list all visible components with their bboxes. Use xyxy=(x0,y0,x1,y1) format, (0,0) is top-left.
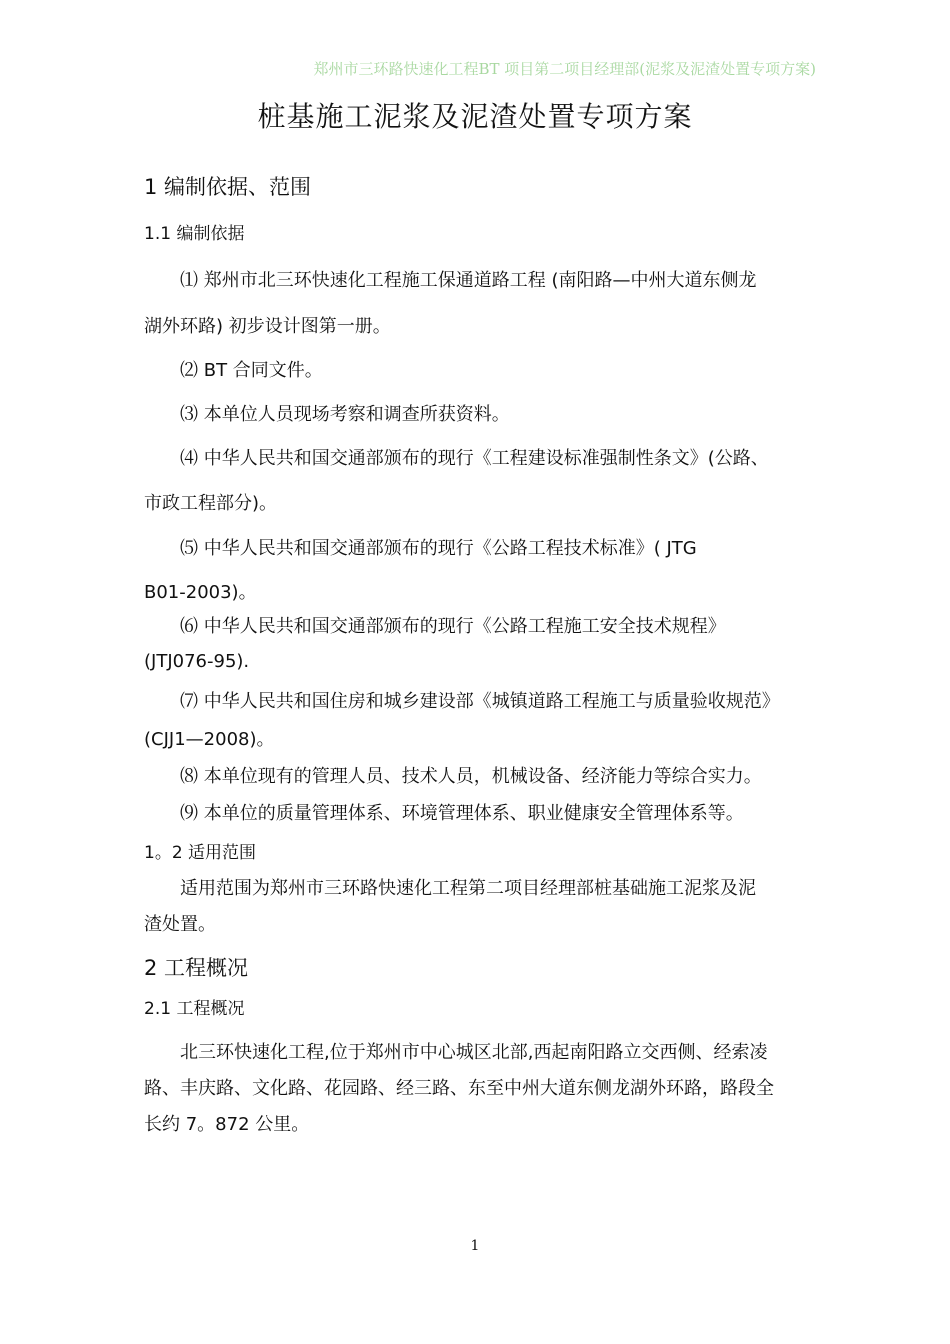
overview-paragraph-line-2: 路、丰庆路、文化路、花园路、经三路、东至中州大道东侧龙湖外环路，路段全 xyxy=(144,1078,774,1099)
list-item-6-line-2: (JTJ076-95). xyxy=(144,651,250,672)
list-item-5-line-1: ⑸ 中华人民共和国交通部颁布的现行《公路工程技术标准》( JTG xyxy=(180,538,697,559)
list-item-6-line-1: ⑹ 中华人民共和国交通部颁布的现行《公路工程施工安全技术规程》 xyxy=(180,616,726,637)
list-item-1-line-1: ⑴ 郑州市北三环快速化工程施工保通道路工程 (南阳路—中州大道东侧龙 xyxy=(180,270,757,291)
list-item-1-line-2: 湖外环路) 初步设计图第一册。 xyxy=(144,316,391,337)
list-item-9: ⑼ 本单位的质量管理体系、环境管理体系、职业健康安全管理体系等。 xyxy=(180,803,744,824)
list-item-7-line-2: (CJJ1—2008)。 xyxy=(144,729,275,750)
list-item-3: ⑶ 本单位人员现场考察和调查所获资料。 xyxy=(180,404,510,425)
section-1-heading: 1 编制依据、范围 xyxy=(144,175,312,199)
scope-paragraph-line-1: 适用范围为郑州市三环路快速化工程第二项目经理部桩基础施工泥浆及泥 xyxy=(180,878,756,899)
list-item-2: ⑵ BT 合同文件。 xyxy=(180,360,323,381)
section-2-heading: 2 工程概况 xyxy=(144,956,249,980)
section-1-1-heading: 1.1 编制依据 xyxy=(144,224,245,244)
section-1-2-heading: 1。2 适用范围 xyxy=(144,843,257,863)
list-item-4-line-1: ⑷ 中华人民共和国交通部颁布的现行《工程建设标准强制性条文》(公路、 xyxy=(180,448,769,469)
section-2-1-heading: 2.1 工程概况 xyxy=(144,999,245,1019)
overview-paragraph-line-3: 长约 7。872 公里。 xyxy=(144,1114,310,1135)
list-item-7-line-1: ⑺ 中华人民共和国住房和城乡建设部《城镇道路工程施工与质量验收规范》 xyxy=(180,691,780,712)
document-title: 桩基施工泥浆及泥渣处置专项方案 xyxy=(257,100,693,133)
running-header: 郑州市三环路快速化工程BT 项目第二项目经理部(泥浆及泥渣处置专项方案) xyxy=(313,60,816,78)
overview-paragraph-line-1: 北三环快速化工程,位于郑州市中心城区北部,西起南阳路立交西侧、经索凌 xyxy=(180,1042,768,1063)
page-number: 1 xyxy=(470,1238,480,1254)
scope-paragraph-line-2: 渣处置。 xyxy=(144,914,216,935)
list-item-8: ⑻ 本单位现有的管理人员、技术人员，机械设备、经济能力等综合实力。 xyxy=(180,766,762,787)
list-item-5-line-2: B01-2003)。 xyxy=(144,582,257,603)
list-item-4-line-2: 市政工程部分)。 xyxy=(144,493,278,514)
